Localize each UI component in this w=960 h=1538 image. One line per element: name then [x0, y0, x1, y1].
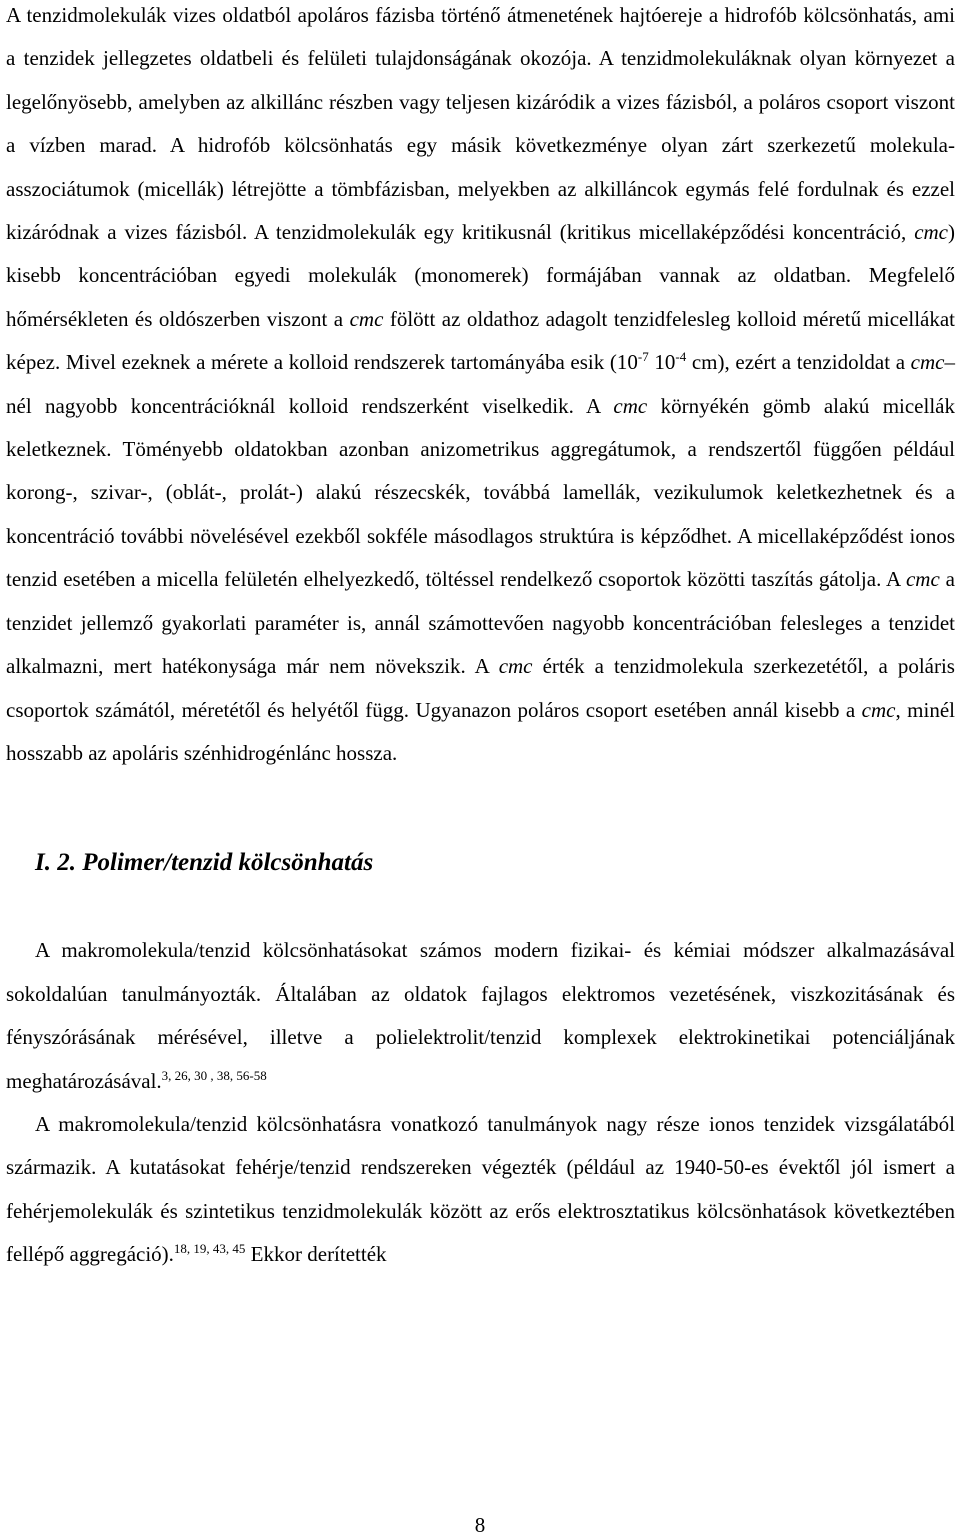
text-run: –nél nagyobb koncentrációknál kolloid rendszerként viselkedik. A [6, 350, 955, 418]
cmc-term: cmc [914, 220, 948, 245]
paragraph-micelle-formation [6, 0, 955, 775]
text-run: , minél hosszabb az apoláris szénhidrogénlánc hossza. [6, 697, 955, 765]
reference-citation: 3, 26, 30 , 38, 56-58 [161, 1067, 267, 1083]
section-heading: I. 2. Polimer/tenzid kölcsönhatás [35, 849, 374, 877]
text-run: Ekkor derítették [245, 1242, 387, 1267]
text-run: környékén gömb alakú micellák keletkeznek. Töményebb oldatokban azonban anizometrikus aggregátumok, a rendszertől függően például korong-, szivar-, (oblát-, prolát-) alakú részecskék, továbbá lamellák, vezikulumok keletkezhetnek és a koncentráció további növelésével ezekből sokféle másodlagos struktúra is képződhet. A micellaképződést ionos tenzid esetében a micella felületén elhelyezkedő, töltéssel rendelkező csoportok közötti taszítás gátolja. A [6, 393, 955, 592]
cmc-term: cmc [498, 654, 533, 679]
cmc-term: cmc [613, 393, 648, 418]
text-run: A makromolekula/tenzid kölcsönhatásokat számos modern fizikai- és kémiai módszer alkalmazásával sokoldalúan tanulmányozták. Általában az oldatok fajlagos elektromos vezetésének, viszkozitásának és fényszórásának mérésével, illetve a polielektrolit/tenzid komplexek elektrokinetikai potenciáljának meghatározásával. [6, 938, 955, 1093]
exponent: -4 [675, 349, 687, 365]
text-run: a tenzidet jellemző gyakorlati paraméter is, annál számottevően nagyobb koncentrációban felesleges a tenzidet alkalmazni, mert hatékonysága már nem növekszik. A [6, 567, 955, 679]
paragraph-protein-surfactant [6, 1103, 955, 1277]
paragraph-methods [6, 929, 955, 1103]
text-run: A makromolekula/tenzid kölcsönhatásra vonatkozó tanulmányok nagy része ionos tenzidek vizsgálatából származik. A kutatásokat fehérje/tenzid rendszereken végezték (például az 1940-50-es évektől jól ismert a fehérjemolekulák és szintetikus tenzidmolekulák között az erős elektrosztatikus kölcsönhatások következtében fellépő aggregáció). [6, 1111, 955, 1267]
cmc-term: cmc [905, 567, 940, 592]
text-run: 10 [648, 350, 676, 375]
cmc-term: cmc [910, 350, 945, 375]
text-run: A tenzidmolekulák vizes oldatból apoláros fázisba történő átmenetének hajtóereje a hidrofób kölcsönhatás, ami a tenzidek jellegzetes oldatbeli és felületi tulajdonságának okozója. A tenzidmolekuláknak olyan környezet a legelőnyösebb, amelyben az alkillánc részben vagy teljesen kizáródik a vizes fázisból, a poláros csoport viszont a vízben marad. A hidrofób kölcsönhatás egy másik következménye olyan zárt szerkezetű molekula-asszociátumok (micellák) létrejötte a tömbfázisban, melyekben az alkilláncok egymás felé fordulnak és ezzel kizáródnak a vizes fázisból. A tenzidmolekulák egy kritikusnál (kritikus micellaképződési koncentráció, [6, 3, 955, 245]
cmc-term: cmc [349, 306, 384, 331]
text-run: cm), ezért a tenzidoldat a [686, 350, 911, 375]
text-run: érték a tenzidmolekula szerkezetétől, a poláris csoportok számától, méretétől és helyétől függ. Ugyanazon poláros csoport esetében annál kisebb a [6, 654, 955, 722]
exponent: -7 [637, 349, 649, 365]
text-run: ) kisebb koncentrációban egyedi molekulák (monomerek) formájában vannak az oldatban. Megfelelő hőmérsékleten és oldószerben viszont a [6, 220, 955, 331]
cmc-term: cmc [861, 697, 896, 722]
reference-citation: 18, 19, 43, 45 [173, 1241, 246, 1257]
document-page [6, 0, 955, 1277]
text-run: fölött az oldathoz adagolt tenzidfelesleg kolloid méretű micellákat képez. Mivel ezeknek a mérete a kolloid rendszerek tartományába esik (10 [6, 306, 956, 375]
page-number: 8 [474, 1513, 486, 1537]
